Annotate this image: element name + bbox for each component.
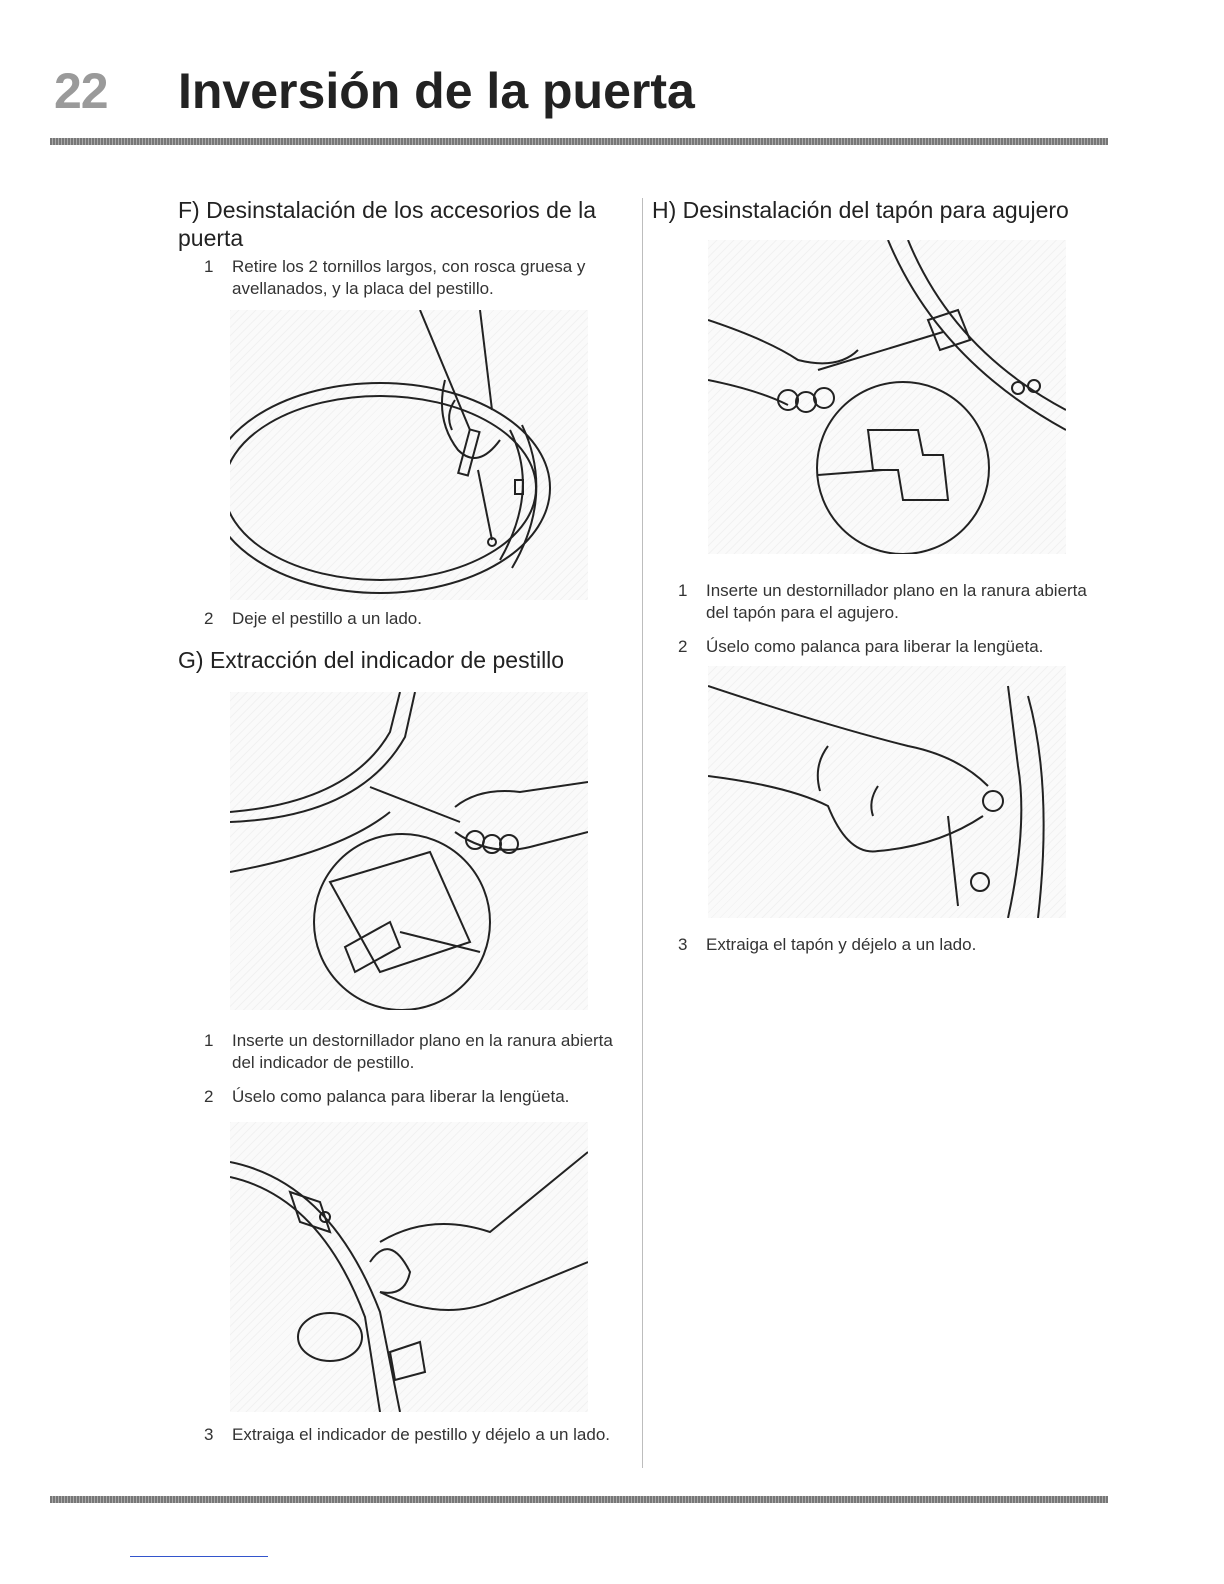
figure-latch-plate-removal	[230, 310, 588, 600]
section-h-heading: H) Desinstalación del tapón para agujero	[652, 197, 1069, 223]
figure-latch-indicator-extract	[230, 1122, 588, 1412]
column-divider	[642, 198, 643, 1468]
latch-plate-illustration	[230, 310, 588, 600]
section-g-heading: G) Extracción del indicador de pestillo	[178, 647, 565, 673]
hole-plug-pry-illustration	[708, 240, 1066, 554]
step-number: 3	[678, 935, 688, 954]
figure-hole-plug-pry	[708, 240, 1066, 554]
page-title: Inversión de la puerta	[178, 63, 695, 119]
page-header	[50, 62, 1110, 122]
latch-indicator-extract-illustration	[230, 1122, 588, 1412]
section-f-step-2	[204, 608, 634, 630]
footer-underline	[130, 1556, 268, 1557]
section-g-step-1	[204, 1030, 634, 1074]
step-number: 3	[204, 1425, 214, 1444]
section-f-heading: F) Desinstalación de los accesorios de la puerta	[178, 197, 597, 251]
step-number: 1	[678, 581, 688, 600]
step-text: Deje el pestillo a un lado.	[232, 609, 422, 628]
step-text: Retire los 2 tornillos largos, con rosca gruesa y avellanados, y la placa del pestillo.	[232, 257, 586, 298]
section-f-step-1	[204, 256, 634, 300]
latch-indicator-pry-illustration	[230, 692, 588, 1010]
step-number: 2	[204, 609, 214, 628]
section-g-step-2	[204, 1086, 634, 1108]
step-number: 2	[678, 637, 688, 656]
section-h-step-2	[678, 636, 1098, 658]
step-text: Inserte un destornillador plano en la ranura abierta del indicador de pestillo.	[232, 1031, 613, 1072]
section-h-step-3	[678, 934, 1098, 956]
step-number: 2	[204, 1087, 214, 1106]
section-g-step-3	[204, 1424, 634, 1468]
step-text: Inserte un destornillador plano en la ranura abierta del tapón para el agujero.	[706, 581, 1087, 622]
header-rule	[50, 138, 1108, 145]
figure-latch-indicator-pry	[230, 692, 588, 1010]
step-text: Extraiga el tapón y déjelo a un lado.	[706, 935, 977, 954]
step-number: 1	[204, 1031, 214, 1050]
step-text: Extraiga el indicador de pestillo y déjelo a un lado.	[232, 1425, 611, 1444]
step-text: Úselo como palanca para liberar la lengüeta.	[706, 637, 1044, 656]
figure-hole-plug-extract	[708, 666, 1066, 918]
step-number: 1	[204, 257, 214, 276]
section-h-step-1	[678, 580, 1098, 624]
hole-plug-extract-illustration	[708, 666, 1066, 918]
footer-rule	[50, 1496, 1108, 1503]
step-text: Úselo como palanca para liberar la lengüeta.	[232, 1087, 570, 1106]
page-number: 22	[54, 63, 108, 119]
